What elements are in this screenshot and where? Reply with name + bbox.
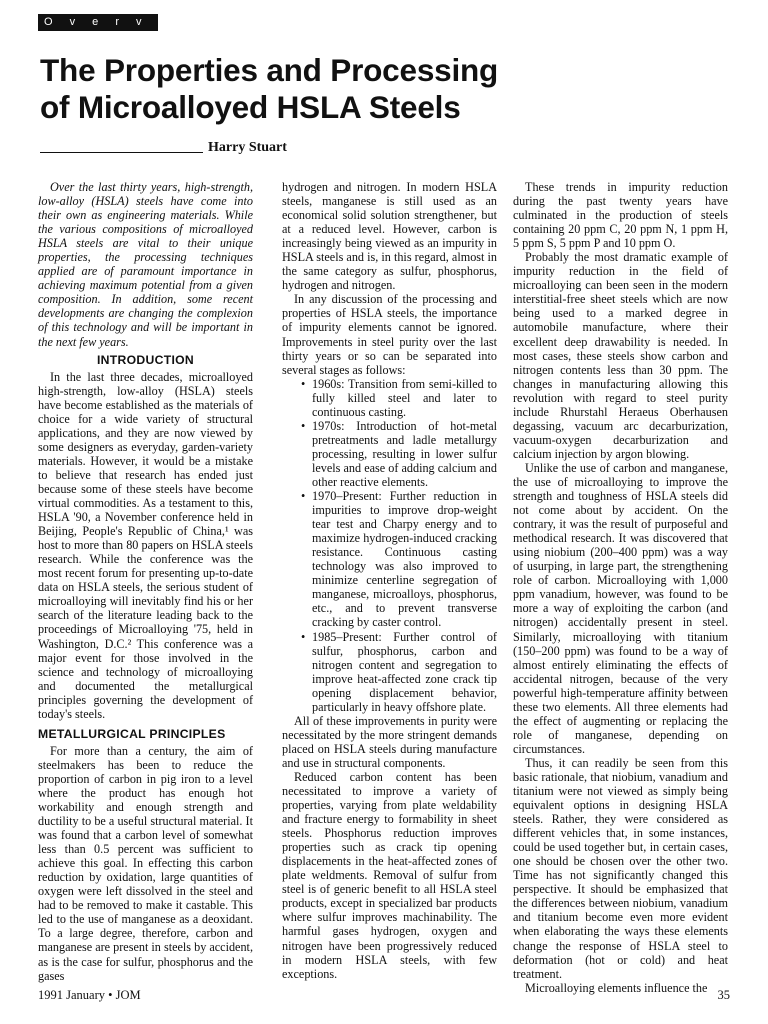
- column-2: [282, 180, 497, 981]
- paragraph: In any discussion of the processing and properties of HSLA steels, the importance of impurity elements cannot be ignored. Improvements in steel purity over the last thirty years or so can be separated into several stages as follows:: [282, 292, 497, 377]
- list-item: • 1960s: Transition from semi-killed to fully killed steel and later to continuous casting.: [301, 376, 497, 419]
- author-rule: [40, 152, 203, 153]
- list-item: • 1970–Present: Further reduction in impurities to improve drop-weight tear test and Charpy energy and to maximize hydrogen-induced cracking resistance. Continuous casting technology was also improved to minimize centerline segregation of manganese, microalloys, phosphorus, etc., and to prevent transverse cracking by caster control.: [301, 489, 497, 630]
- column-3: [513, 180, 728, 995]
- title-line-2: of Microalloyed HSLA Steels: [40, 89, 461, 125]
- paragraph: These trends in impurity reduction during the past twenty years have culminated in the production of steels containing 20 ppm C, 20 ppm N, 1 ppm H, 5 ppm S, 5 ppm P and 10 ppm O.: [513, 180, 728, 251]
- footer-journal: 1991 January • JOM: [38, 988, 141, 1002]
- paragraph: Probably the most dramatic example of impurity reduction in the field of microalloying can been seen in the modern interstitial-free sheet steels which are now being used to a marked degree in automobile manufacture, where their excellent deep drawability is needed. In most cases, these steels show carbon and nitrogen contents less than 30 ppm. The changes in manufacturing allowing this revolution with regard to steel purity include Rhurstahl Heraeus Oberhausen degassing, vacuum arc decarburization, vacuum-oxygen decarburization and calcium injection by argon blowing.: [513, 250, 728, 461]
- page-number: 35: [717, 988, 730, 1002]
- heading-metallurgical-principles: METALLURGICAL PRINCIPLES: [38, 726, 226, 741]
- bullet-icon: •: [301, 489, 306, 504]
- author-name: Harry Stuart: [208, 140, 287, 155]
- abstract: Over the last thirty years, high-strength, low-alloy (HSLA) steels have come into their own as engineering materials. While the various compositions of microalloyed HSLA steels are vital to their unique properties, the processing techniques applied are of paramount importance in achieving maximum potential from a given composition. In addition, some recent developments are changing the complexion of this technology and will be important in the next few years.: [38, 180, 253, 349]
- bullet-icon: •: [301, 418, 306, 433]
- bullet-icon: •: [301, 376, 306, 391]
- paragraph: Thus, it can readily be seen from this basic rationale, that niobium, vanadium and titanium were not viewed as simply being equivalent options in designing HSLA steels. Rather, they were considered as different vehicles that, in some instances, could be used together but, in certain cases, one should be chosen over the other two. Time has not significantly changed this perspective. It should be emphasized that the differences between niobium, vanadium and titanium become even more evident when elaborating the ways these elements change the response of HSLA steel to deformation (hot or cold) and heat treatment.: [513, 755, 728, 981]
- title-line-1: The Properties and Processing: [40, 52, 499, 88]
- paragraph: All of these improvements in purity were necessitated by the more stringent demands placed on HSLA steels during manufacture and use in structural components.: [282, 713, 497, 770]
- bullet-icon: •: [301, 629, 306, 644]
- paragraph: hydrogen and nitrogen. In modern HSLA steels, manganese is still used as an economical solid solution strengthener, but at a reduced level. However, carbon is increasingly being viewed as an impurity in HSLA steels and is, in this regard, almost in the same category as sulfur, phosphorus, hydrogen and nitrogen.: [282, 180, 497, 293]
- list-item: • 1970s: Introduction of hot-metal pretreatments and ladle metallurgy processing, resulting in lower sulfur levels and ease of adding calcium and other reactive elements.: [301, 418, 497, 489]
- paragraph: For more than a century, the aim of steelmakers has been to reduce the proportion of carbon in pig iron to a level where the product has enough hot workability and enough strength and ductility to be a useful structural material. It was found that a carbon level of somewhat less than 0.5 percent was sufficient to achieve this goal. In effecting this carbon reduction by oxidation, large quantities of oxygen were left dissolved in the steel and had to be removed to make it castable. This led to the use of manganese as a deoxidant. To a large degree, therefore, carbon and manganese are present in steels by accident, as is the case for sulfur, phosphorus and the gases: [38, 743, 253, 983]
- heading-introduction: INTRODUCTION: [96, 352, 195, 367]
- paragraph: Microalloying elements influence the: [525, 980, 708, 995]
- column-1: [38, 180, 253, 983]
- stages-list: [282, 377, 497, 714]
- section-tag: O v e r v i e w: [38, 14, 158, 31]
- list-item: • 1985–Present: Further control of sulfur, phosphorus, carbon and nitrogen content and segregation to improve heat-affected zone crack tip opening displacement behavior, particularly in heavy offshore plate.: [301, 629, 497, 714]
- paragraph: Unlike the use of carbon and manganese, the use of microalloying to improve the strength and toughness of HSLA steels did not come about by accident. On the contrary, it was the result of purposeful and methodical research. It was discovered that using niobium (200–400 ppm) was a way of usurping, in large part, the strengthening role of carbon. Microalloying with 1,000 ppm vanadium, however, was found to be more a way of exploiting the carbon (and nitrogen) accidentally present in steel. Similarly, microalloying with titanium (150–200 ppm) was found to be a way of almost entirely eliminating the effects of accidental nitrogen, because of the very powerful high-temperature affinity between these two elements. All three elements had the effect of augmenting or replacing the role of manganese, depending on circumstances.: [513, 460, 728, 756]
- paragraph: Reduced carbon content has been necessitated to improve a variety of properties, varying from plate weldability and fracture energy to formability in sheet steels. Phosphorus reduction improves properties such as crack tip opening displacements in the heat-affected zones of plate weldments. Removal of sulfur from steel is of generic benefit to all HSLA steel products, except in specialized bar products where sulfur improves machinability. The harmful gases hydrogen, oxygen and nitrogen have been progressively reduced in modern HSLA steels, with few exceptions.: [282, 769, 497, 981]
- article-title: [40, 52, 740, 126]
- paragraph: In the last three decades, microalloyed high-strength, low-alloy (HSLA) steels have become established as the materials of choice for a wide variety of structural applications, and they are now viewed by some designers as everyday, garden-variety materials. However, it would be a mistake to believe that research has ended just because some of these steels have become virtual commodities. As a testament to this, HSLA '90, a November conference held in Beijing, People's Republic of China,¹ was host to more than 80 papers on HSLA steels research. While the conference was the most recent forum for presenting up-to-date data on HSLA steels, the serious student of microalloying will inevitably find his or her search of the literature leading back to the proceedings of Microalloying '75, held in Washington, D.C.² This conference was a major event for those involved in the science and technology of microalloying and documented the metallurgical principles governing the development of today's steels.: [38, 369, 253, 721]
